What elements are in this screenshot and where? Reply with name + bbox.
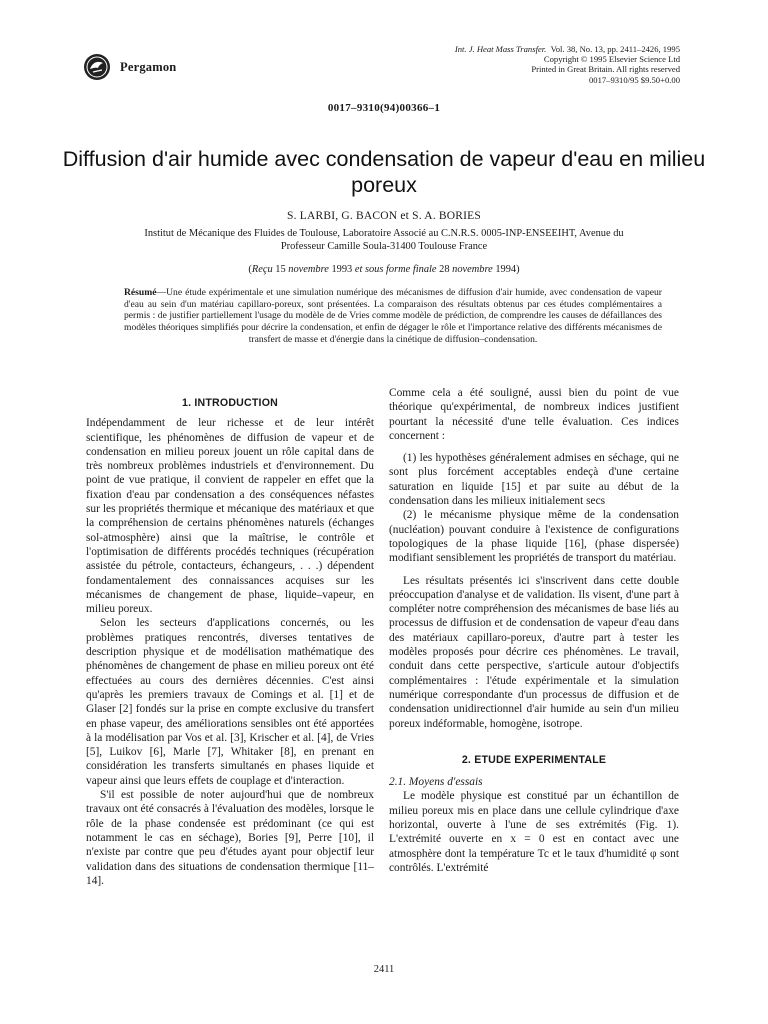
section-heading-experimental: 2. ETUDE EXPERIMENTALE — [461, 753, 607, 766]
received-month-1: novembre — [288, 264, 329, 275]
right-column — [389, 386, 679, 875]
left-column — [86, 396, 374, 888]
paragraph: (2) le mécanisme physique même de la condensation (nucléation) pouvant conduire à l'existence de configurations topologiques de la phase liquide [16], (phase dispersée) modifiant sensiblement les propriétés de transport du matériau. — [389, 509, 679, 565]
paragraph: S'il est possible de noter aujourd'hui que de nombreux travaux ont été consacrés à l'évaluation des modèles, lorsque le rôle de la phase condensée est prédominant (ce qui est notamment le cas en séchage), Bories [9], Perre [10], il n'existe par contre que peu d'études ayant pour objectif leur validation dans des situations de condensation thermique [11–14]. — [86, 789, 374, 887]
journal-info — [410, 44, 680, 85]
received-open: ( — [248, 264, 252, 275]
abstract — [124, 287, 662, 346]
paragraph: Comme cela a été souligné, aussi bien du point de vue théorique qu'expérimental, de nombreux indices justifient pourtant la nécessité d'une telle évaluation. Ces indices concernent : — [389, 387, 679, 442]
journal-citation — [410, 44, 680, 54]
copyright-line: Copyright © 1995 Elsevier Science Ltd — [543, 54, 680, 65]
received-year-2: 1994) — [492, 264, 520, 275]
received-date-2: 28 — [436, 264, 453, 275]
article-affiliation: Institut de Mécanique des Fluides de Toulouse, Laboratoire Associé au C.N.R.S. 0005-INP-ENSEEIHT, Avenue du Professeur Camille Soula-31400 Toulouse France — [144, 228, 624, 252]
paragraph: (1) les hypothèses généralement admises en séchage, qui ne sont plus forcément acceptables endeçà d'une certaine saturation en liquide [15] et par suite au début de la condensation dans les milieux initialement secs — [389, 452, 679, 508]
abstract-text: —Une étude expérimentale et une simulation numérique des mécanismes de diffusion d'air humide, avec condensation de vapeur d'eau au sein d'un matériau capillaro-poreux, sont présentées. La comparaison des résultats obtenus par ces études complémentaires a permis : de justifier partiellement l'usage du modèle de de Vries comme modèle de prédiction, de comprendre les causes de défaillances des modèles théoriques simplifiés pour décrire la condensation, et enfin de dégager le rôle et l'importance relative des différents mécanismes de transfert de masse et d'énergie dans la cinétique de diffusion–condensation. — [124, 287, 662, 345]
received-dates — [0, 264, 768, 275]
journal-details: Vol. 38, No. 13, pp. 2411–2426, 1995 — [550, 44, 680, 54]
received-label-2: et sous forme finale — [354, 264, 437, 275]
paragraph: Les résultats présentés ici s'inscrivent dans cette double préoccupation d'analyse et de validation. Ils visent, d'une part à compléter notre compréhension des mécanismes de base liés au processus de diffusion et de condensation de vapeur d'eau dans des matériaux capillaro-poreux, d'autre part à tester les modèles proposés pour décrire ces phénomènes. Le travail, conduit dans cette perspective, s'articule autour d'objectifs complémentaires : l'étude expérimentale et la simulation numérique correspondante d'un processus de diffusion et de condensation unidirectionnel d'air humide au sein d'un milieu poreux indéformable, homogène, isotrope. — [389, 574, 679, 730]
article-doi: 0017–9310(94)00366–1 — [327, 102, 441, 114]
received-year-1: 1993 — [328, 264, 355, 275]
article-authors: S. LARBI, G. BACON et S. A. BORIES — [286, 210, 482, 222]
abstract-label: Résumé — [124, 287, 157, 298]
section-heading-introduction: 1. INTRODUCTION — [182, 397, 278, 409]
received-date-1: 15 — [272, 264, 289, 275]
article-title: Diffusion d'air humide avec condensation de vapeur d'eau en milieu poreux — [62, 147, 706, 197]
printed-line: Printed in Great Britain. All rights reserved — [531, 64, 680, 75]
paragraph: Le modèle physique est constitué par un échantillon de milieu poreux mis en place dans une cellule cylindrique d'axe horizontal, ouverte à l'une de ses extrémités (Fig. 1). L'extrémité ouverte en x = 0 est en contact avec une atmosphère dont la température Tc et le taux d'humidité φ sont contrôlés. L'extrémité — [389, 790, 679, 874]
paragraph: Indépendamment de leur richesse et de leur intérêt scientifique, les phénomènes de diffusion de vapeur et de condensation en milieu poreux jouent un rôle capital dans de très nombreux problèmes industriels et d'environnement. Du point de vue pratique, il convient de rappeler en effet que la fixation d'eau par condensation a des conséquences néfastes sur les propriétés thermique et mécanique des matériaux et que la compréhension de certains phénomènes naturels (échanges sol-atmosphère) ainsi que la maîtrise, le contrôle et l'optimisation de différents procédés techniques (récupération assistée du pétrole, contacteurs, échangeurs, . . .) dépendent fondamentalement des connaissances acquises sur les mécanismes de changement de phase, liquide–vapeur, en milieu poreux. — [86, 417, 374, 616]
journal-name: Int. J. Heat Mass Transfer. — [454, 44, 547, 54]
paragraph: Selon les secteurs d'applications concernés, ou les problèmes pratiques rencontrés, diverses tentatives de description physique et de modélisation mathématique des phénomènes de changement de phase en milieu poreux ont été effectuées au cours des dernières décennies. C'est ainsi qu'après les premiers travaux de Comings et al. [1] et de Glaser [2] fondés sur la prise en compte exclusive du transfert en phase vapeur, des améliorations sensibles ont été apportées à la modélisation par Vos et al. [3], Krischer et al. [4], de Vries [5], Luikov [6], Marle [7], Whitaker [8], en prenant en considération les transferts simultanés en phases liquide et vapeur ainsi que leurs effets de couplage et d'interaction. — [86, 617, 374, 787]
received-month-2: novembre — [452, 264, 493, 275]
subsection-heading: 2.1. Moyens d'essais — [389, 776, 483, 789]
pergamon-logo-icon — [82, 52, 112, 82]
received-label-1: Reçu — [251, 264, 273, 275]
publisher-name: Pergamon — [120, 60, 177, 74]
issn-line: 0017–9310/95 $9.50+0.00 — [588, 74, 680, 85]
page-number: 2411 — [373, 964, 395, 975]
